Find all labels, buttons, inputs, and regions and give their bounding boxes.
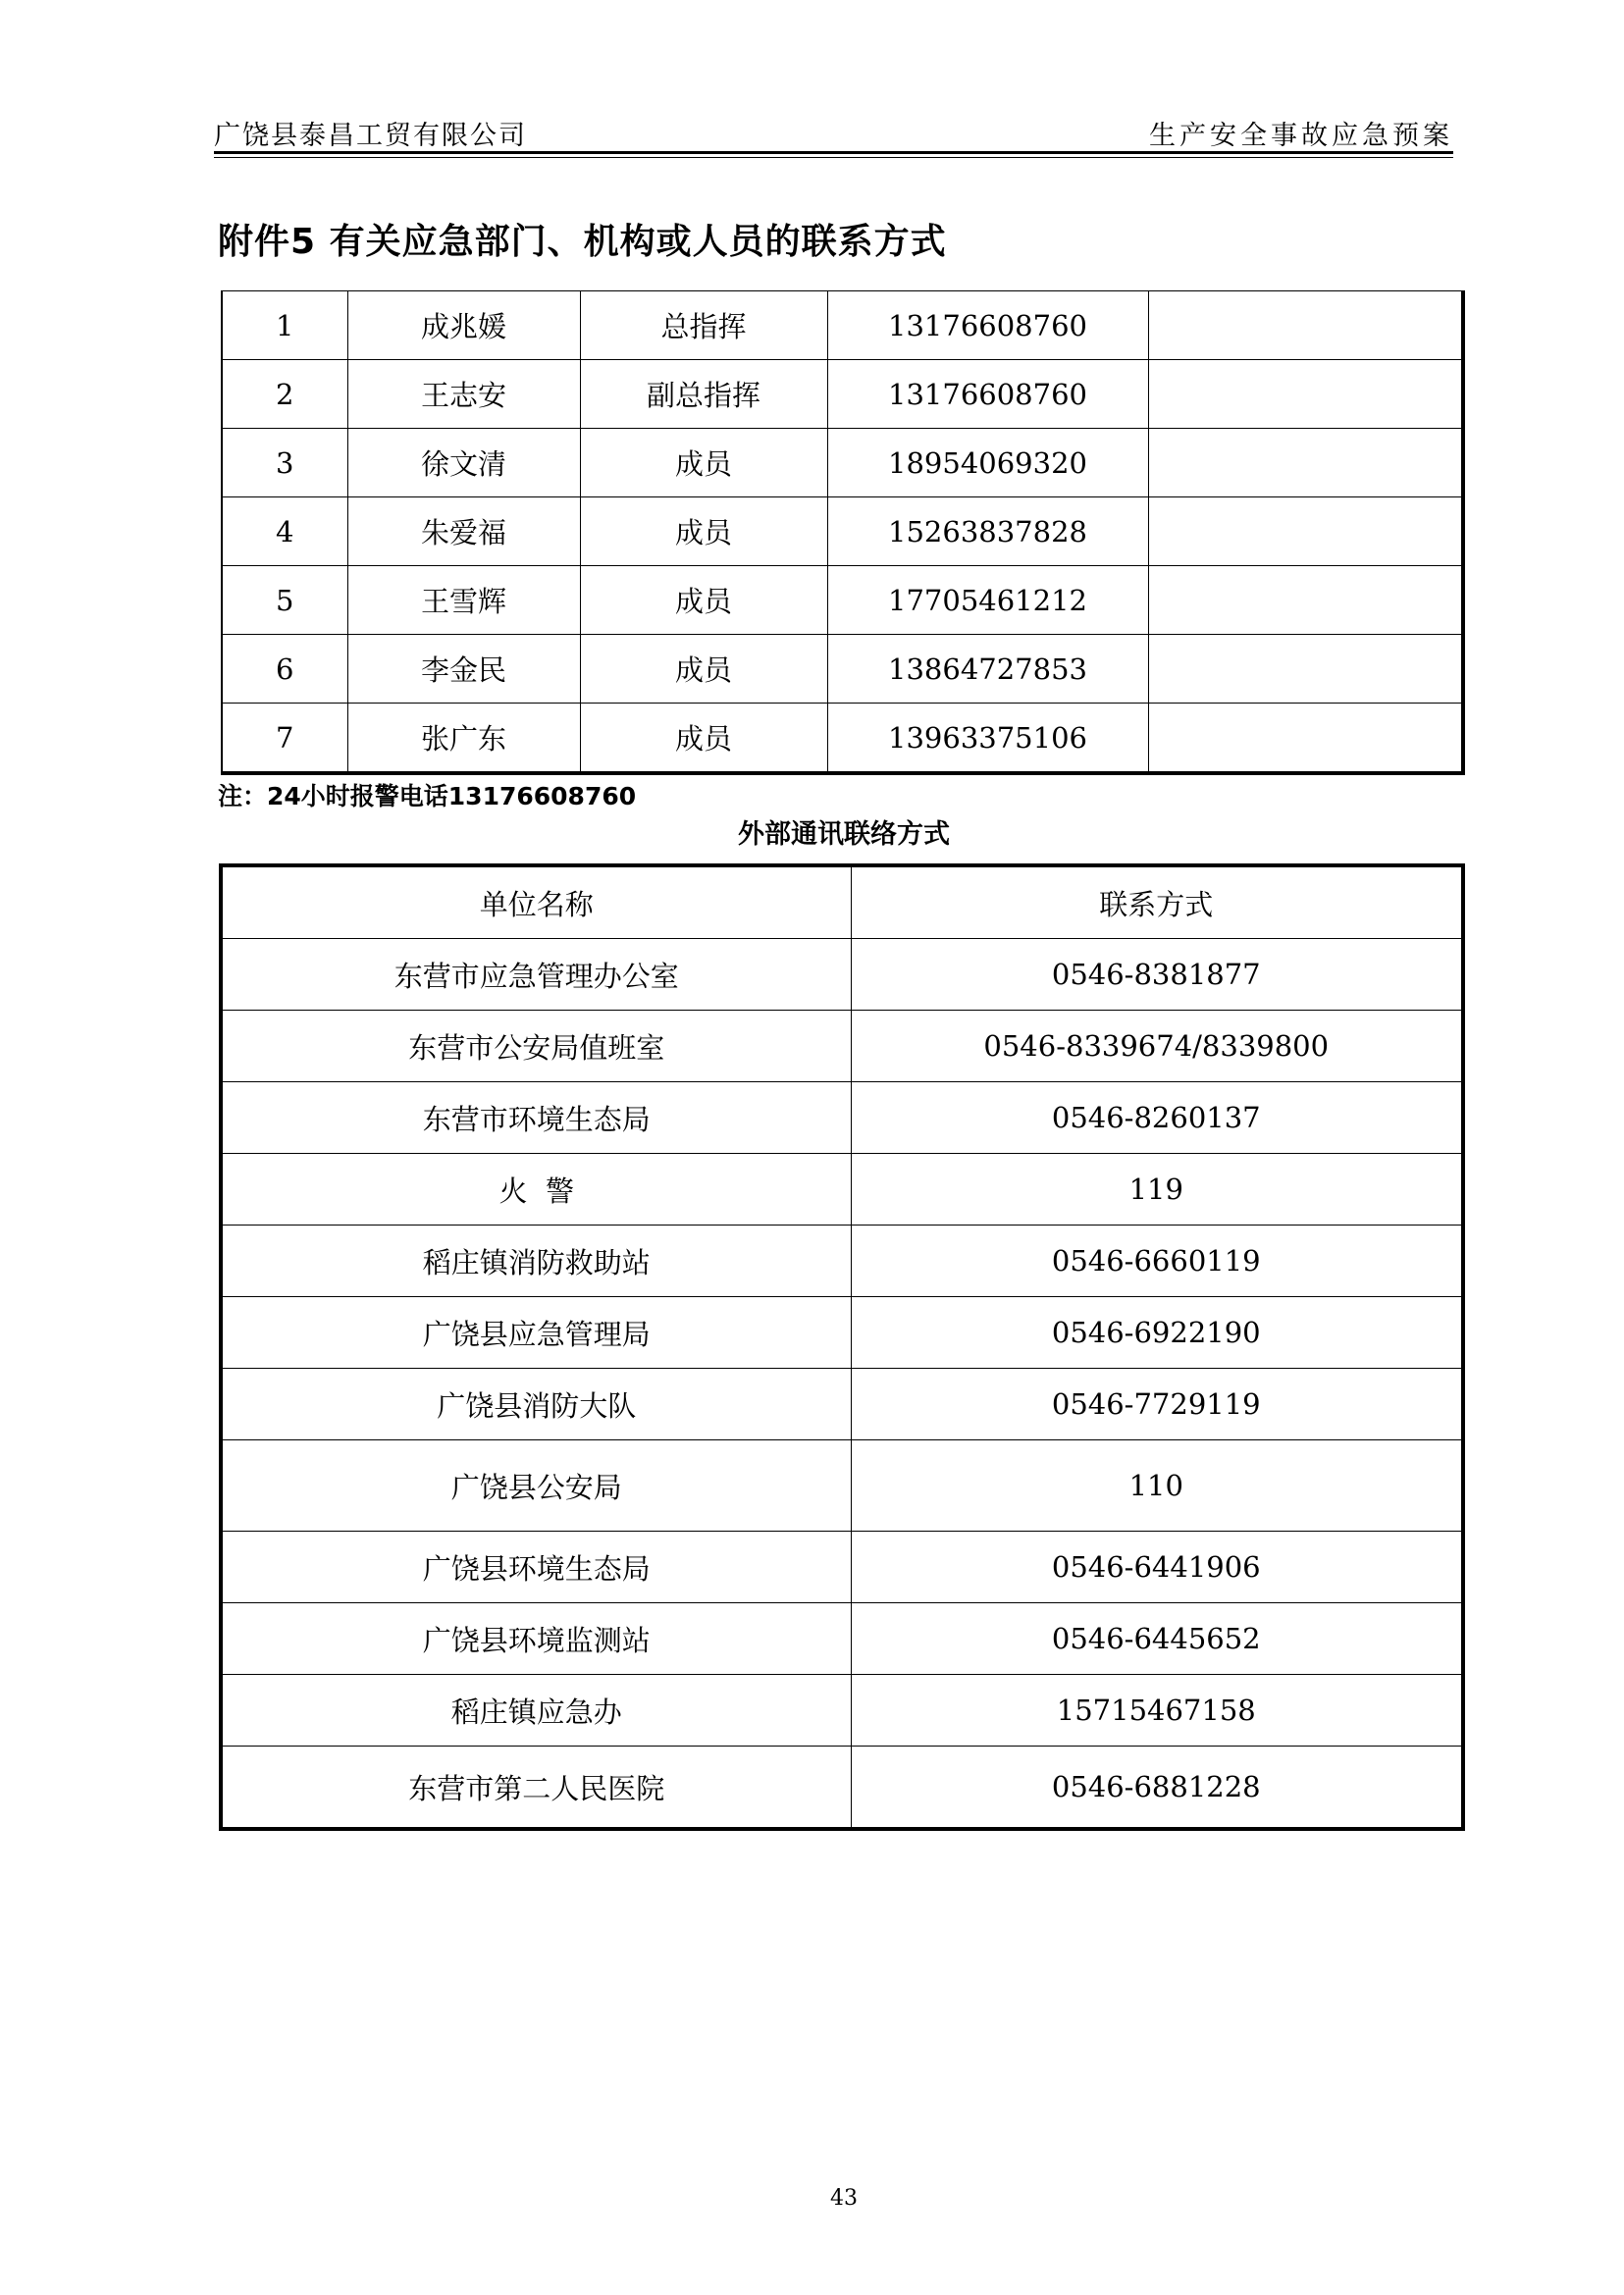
member-note <box>1148 497 1463 566</box>
header-contact: 联系方式 <box>851 865 1463 939</box>
table-row <box>221 1154 1463 1226</box>
table-row <box>222 429 1463 497</box>
member-role: 成员 <box>580 635 827 704</box>
member-role: 成员 <box>580 429 827 497</box>
member-phone: 13864727853 <box>827 635 1148 704</box>
member-phone: 17705461212 <box>827 566 1148 635</box>
table-row <box>221 1603 1463 1675</box>
company-name: 广饶县泰昌工贸有限公司 <box>214 121 527 151</box>
unit-name: 广饶县消防大队 <box>221 1369 851 1440</box>
member-name: 李金民 <box>347 635 580 704</box>
document-title: 生产安全事故应急预案 <box>1149 121 1453 151</box>
member-name: 朱爱福 <box>347 497 580 566</box>
unit-name: 火 警 <box>221 1154 851 1226</box>
unit-contact: 0546-8260137 <box>851 1082 1463 1154</box>
unit-name: 广饶县环境生态局 <box>221 1532 851 1603</box>
table-row <box>222 360 1463 429</box>
member-name: 张广东 <box>347 704 580 774</box>
member-role: 成员 <box>580 497 827 566</box>
alarm-phone-note: 注：24小时报警电话13176608760 <box>218 782 637 810</box>
table-row <box>221 1226 1463 1297</box>
header-unit-name: 单位名称 <box>221 865 851 939</box>
unit-contact: 0546-6441906 <box>851 1532 1463 1603</box>
member-role: 成员 <box>580 704 827 774</box>
member-phone: 13176608760 <box>827 360 1148 429</box>
member-name: 王志安 <box>347 360 580 429</box>
header-rule-thick <box>214 151 1453 154</box>
unit-contact: 0546-6922190 <box>851 1297 1463 1369</box>
unit-name: 东营市公安局值班室 <box>221 1011 851 1082</box>
table-row <box>222 291 1463 360</box>
member-role: 副总指挥 <box>580 360 827 429</box>
member-phone: 18954069320 <box>827 429 1148 497</box>
member-name: 成兆媛 <box>347 291 580 360</box>
external-contacts-table <box>219 863 1465 1831</box>
unit-name: 广饶县环境监测站 <box>221 1603 851 1675</box>
table-row <box>221 1011 1463 1082</box>
table-row <box>221 1369 1463 1440</box>
member-name: 徐文清 <box>347 429 580 497</box>
table-row <box>221 1082 1463 1154</box>
table-header-row <box>221 865 1463 939</box>
unit-name: 稻庄镇消防救助站 <box>221 1226 851 1297</box>
member-phone: 13176608760 <box>827 291 1148 360</box>
member-no: 4 <box>222 497 347 566</box>
table-row <box>222 497 1463 566</box>
page-title: 附件5 有关应急部门、机构或人员的联系方式 <box>218 222 947 262</box>
member-name: 王雪辉 <box>347 566 580 635</box>
external-contacts-title: 外部通讯联络方式 <box>738 819 950 850</box>
table-row <box>222 566 1463 635</box>
unit-contact: 0546-6660119 <box>851 1226 1463 1297</box>
member-phone: 13963375106 <box>827 704 1148 774</box>
unit-name: 东营市应急管理办公室 <box>221 939 851 1011</box>
unit-contact: 0546-6881228 <box>851 1747 1463 1830</box>
table-row <box>221 1747 1463 1830</box>
member-no: 1 <box>222 291 347 360</box>
unit-contact: 0546-7729119 <box>851 1369 1463 1440</box>
table-row <box>221 1297 1463 1369</box>
unit-name: 东营市第二人民医院 <box>221 1747 851 1830</box>
member-note <box>1148 566 1463 635</box>
member-no: 2 <box>222 360 347 429</box>
page-header <box>214 106 1453 155</box>
member-note <box>1148 704 1463 774</box>
unit-contact: 15715467158 <box>851 1675 1463 1747</box>
unit-name: 稻庄镇应急办 <box>221 1675 851 1747</box>
table-row <box>222 704 1463 774</box>
member-no: 5 <box>222 566 347 635</box>
table-row <box>221 1675 1463 1747</box>
unit-contact: 119 <box>851 1154 1463 1226</box>
unit-name: 广饶县公安局 <box>221 1440 851 1532</box>
header-rule-thin <box>214 157 1453 158</box>
table-row <box>221 1440 1463 1532</box>
page-number: 43 <box>830 2186 858 2211</box>
table-row <box>221 939 1463 1011</box>
member-role: 成员 <box>580 566 827 635</box>
table-row <box>222 635 1463 704</box>
member-no: 7 <box>222 704 347 774</box>
unit-contact: 110 <box>851 1440 1463 1532</box>
members-table <box>221 290 1465 775</box>
unit-name: 东营市环境生态局 <box>221 1082 851 1154</box>
unit-contact: 0546-8381877 <box>851 939 1463 1011</box>
member-note <box>1148 360 1463 429</box>
table-row <box>221 1532 1463 1603</box>
unit-name: 广饶县应急管理局 <box>221 1297 851 1369</box>
member-note <box>1148 291 1463 360</box>
unit-contact: 0546-6445652 <box>851 1603 1463 1675</box>
member-no: 3 <box>222 429 347 497</box>
member-note <box>1148 635 1463 704</box>
member-phone: 15263837828 <box>827 497 1148 566</box>
member-role: 总指挥 <box>580 291 827 360</box>
member-note <box>1148 429 1463 497</box>
unit-contact: 0546-8339674/8339800 <box>851 1011 1463 1082</box>
member-no: 6 <box>222 635 347 704</box>
